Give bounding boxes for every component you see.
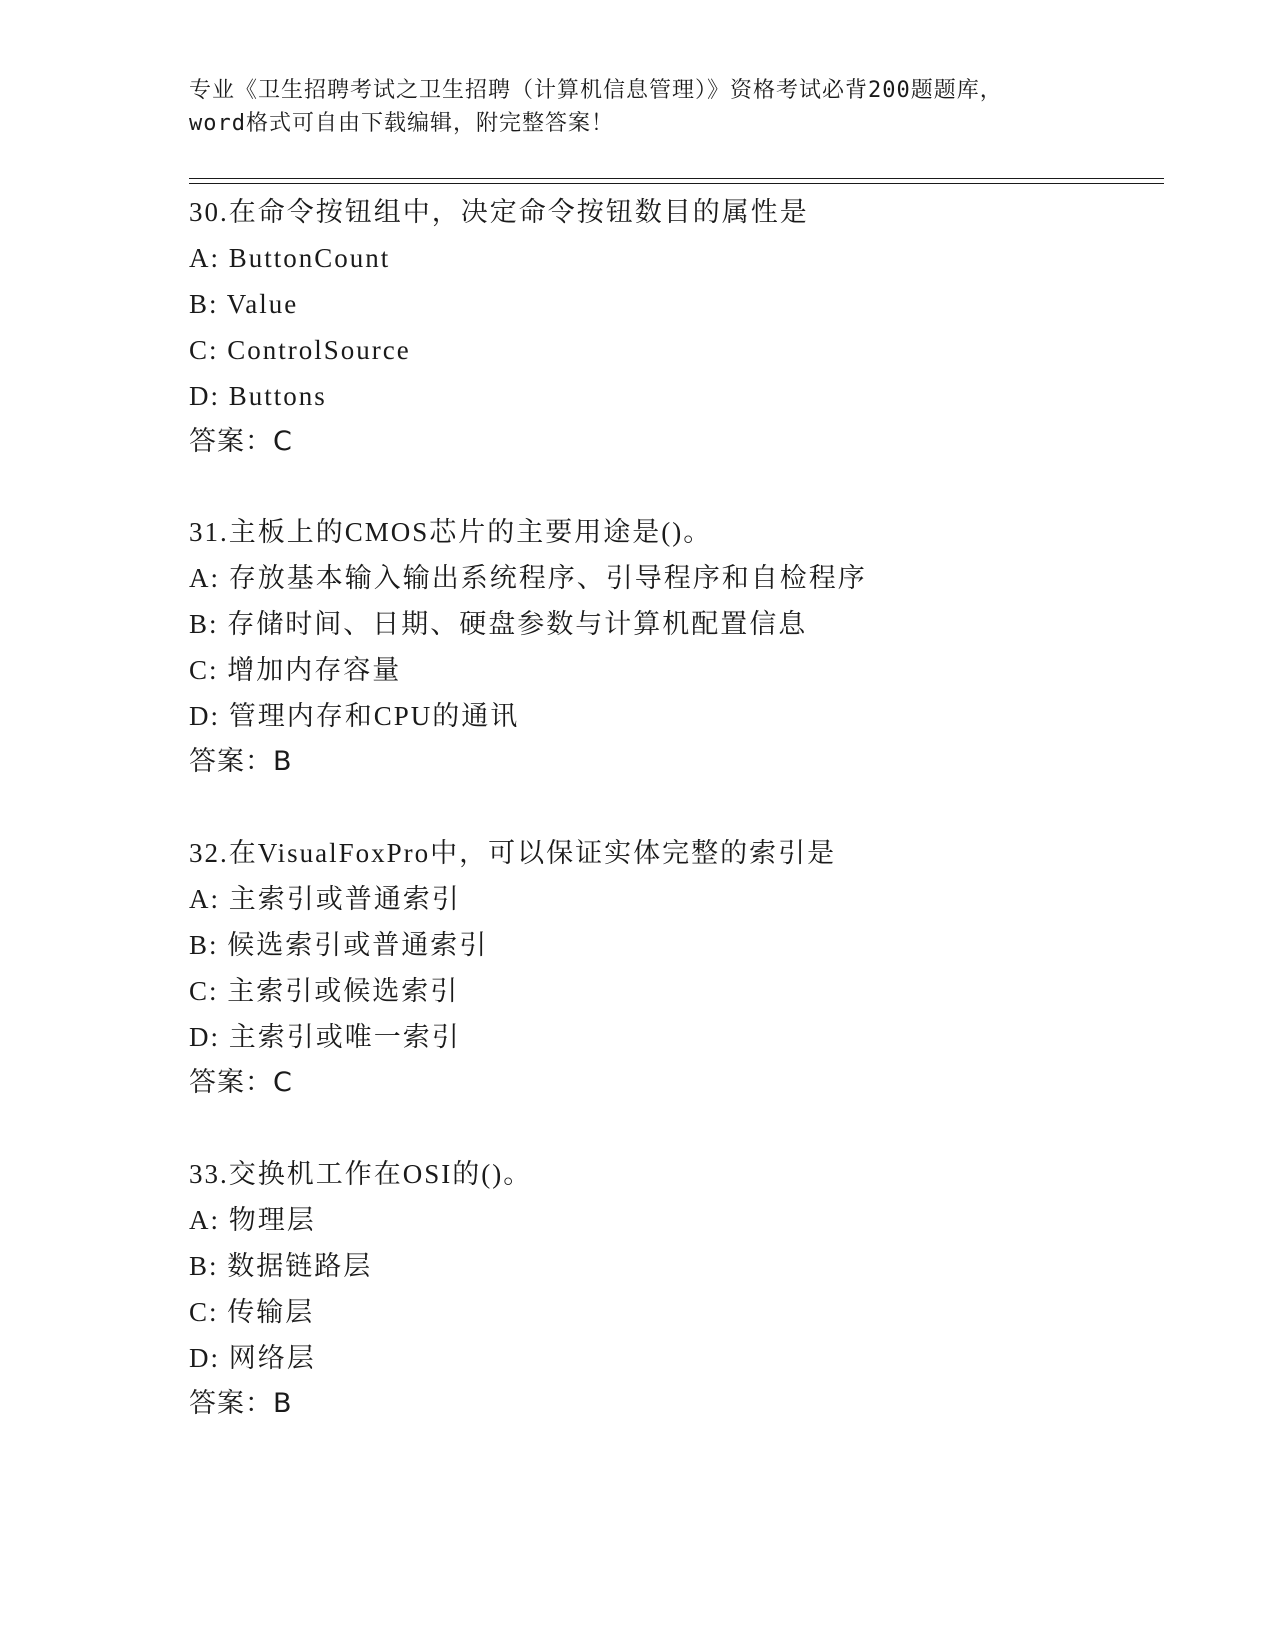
option-b: B: 候选索引或普通索引 [189, 930, 489, 960]
option-d: D: Buttons [189, 381, 327, 411]
option-a: A: 存放基本输入输出系统程序、引导程序和自检程序 [189, 563, 867, 593]
option-c: C: 主索引或候选索引 [189, 976, 460, 1006]
option-b: B: 存储时间、日期、硬盘参数与计算机配置信息 [189, 609, 808, 639]
option-c: C: ControlSource [189, 335, 411, 365]
option-c: C: 传输层 [189, 1297, 315, 1327]
document-header [189, 74, 1089, 140]
answer-label: 答案：C [189, 1067, 293, 1098]
question-stem: 31.主板上的CMOS芯片的主要用途是()。 [189, 517, 713, 547]
header-line-1: 专业《卫生招聘考试之卫生招聘（计算机信息管理）》资格考试必背200题题库， [189, 78, 1003, 103]
option-d: D: 网络层 [189, 1343, 316, 1373]
answer-label: 答案：C [189, 426, 293, 457]
header-divider-top [189, 178, 1164, 179]
question-31 [189, 509, 1149, 785]
option-c: C: 增加内存容量 [189, 655, 402, 685]
answer-label: 答案：B [189, 746, 293, 777]
option-a: A: 主索引或普通索引 [189, 884, 461, 914]
option-d: D: 主索引或唯一索引 [189, 1022, 461, 1052]
question-stem: 30.在命令按钮组中，决定命令按钮数目的属性是 [189, 197, 809, 227]
answer-label: 答案：B [189, 1388, 293, 1419]
question-stem: 33.交换机工作在OSI的()。 [189, 1159, 533, 1189]
header-divider-bottom [189, 183, 1164, 184]
header-line-2: word格式可自由下载编辑，附完整答案！ [189, 111, 614, 136]
question-32 [189, 830, 1149, 1106]
option-d: D: 管理内存和CPU的通讯 [189, 701, 520, 731]
question-33 [189, 1151, 1149, 1427]
question-stem: 32.在VisualFoxPro中，可以保证实体完整的索引是 [189, 838, 837, 868]
option-b: B: Value [189, 289, 299, 319]
option-b: B: 数据链路层 [189, 1251, 373, 1281]
option-a: A: ButtonCount [189, 243, 391, 273]
question-30 [189, 189, 1149, 465]
option-a: A: 物理层 [189, 1205, 316, 1235]
